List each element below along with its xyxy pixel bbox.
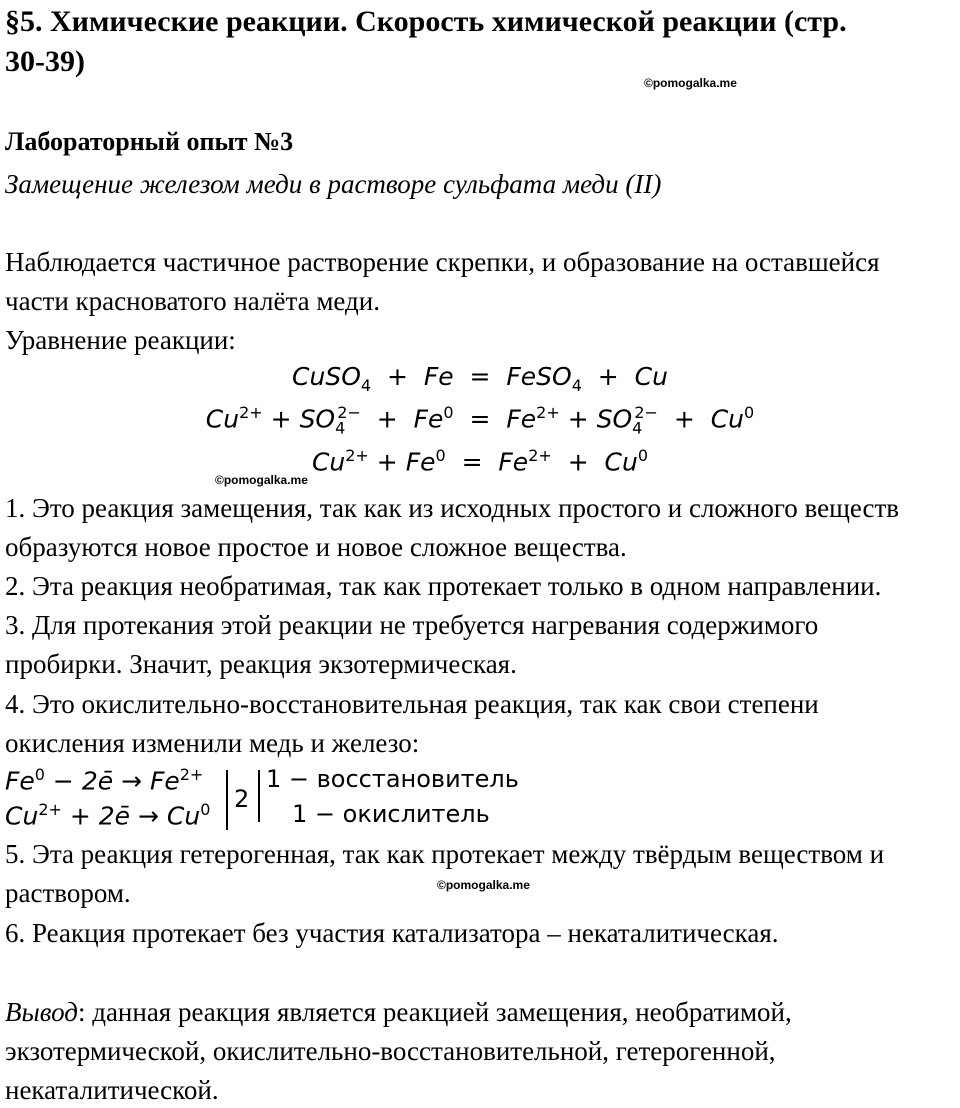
balance-role-reducer: 1 − восстановитель (266, 765, 519, 793)
conclusion-line-1 (5, 994, 792, 1030)
conclusion-line-3: некаталитической. (5, 1075, 219, 1105)
lab-subtitle: Замещение железом меди в растворе сульфата меди (II) (5, 169, 662, 199)
equation-short-ionic: $Cu^{2+} + Fe^0 = Fe^{2+} + Cu^0$ (311, 446, 649, 477)
point-1-line-2: образуются новое простое и новое сложное вещества. (5, 532, 627, 562)
point-3-line-2: пробирки. Значит, реакция экзотермическая. (5, 649, 517, 679)
balance-row-1: Fe$^0$ − 2ē → $Fe^{2+}$ (5, 765, 204, 796)
point-6: 6. Реакция протекает без участия катализатора – некаталитическая. (5, 918, 779, 948)
watermark: ©pomogalka.me (644, 76, 737, 90)
equation-label: Уравнение реакции: (5, 325, 236, 355)
point-4-line-2: окисления изменили медь и железо: (5, 728, 420, 758)
watermark: ©pomogalka.me (215, 473, 308, 487)
lab-heading: Лабораторный опыт №3 (5, 127, 294, 156)
balance-lcm: 2 (234, 785, 250, 813)
balance-divider-left (226, 770, 228, 830)
point-4-line-1: 4. Это окислительно-восстановительная реакция, так как свои степени (5, 689, 819, 719)
observation-line-2: части красноватого налёта меди. (5, 286, 380, 316)
conclusion-text: : данная реакция является реакцией замещения, необратимой, (77, 997, 792, 1027)
balance-row-2: $Cu^{2+}$ + 2ē → Cu$^0$ (5, 800, 211, 831)
title-line-1: §5. Химические реакции. Скорость химической реакции (стр. (5, 5, 847, 38)
point-2: 2. Эта реакция необратимая, так как протекает только в одном направлении. (5, 571, 882, 601)
watermark: ©pomogalka.me (437, 878, 530, 892)
equation-full-ionic: $Cu^{2+} + SO_4^{2-} + Fe^0 = Fe^{2+} + SO_4^{2-} + Cu^0$ (205, 403, 755, 438)
conclusion-line-2: экзотермической, окислительно-восстановительной, гетерогенной, (5, 1036, 776, 1066)
title-line-2: 30-39) (5, 45, 85, 78)
observation-line-1: Наблюдается частичное растворение скрепки, и образование на оставшейся (5, 247, 880, 277)
point-1-line-1: 1. Это реакция замещения, так как из исходных простого и сложного веществ (5, 493, 900, 523)
point-5-line-1: 5. Эта реакция гетерогенная, так как протекает между твёрдым веществом и (5, 839, 885, 869)
balance-role-oxidizer: 1 − окислитель (292, 800, 490, 828)
balance-divider-right (258, 770, 260, 822)
point-5-line-2: раствором. (5, 878, 131, 908)
equation-molecular: CuSO$_4$ + Fe = FeSO$_4$ + Cu (292, 362, 668, 395)
conclusion-label: Вывод (5, 997, 78, 1027)
point-3-line-1: 3. Для протекания этой реакции не требуется нагревания содержимого (5, 610, 819, 640)
